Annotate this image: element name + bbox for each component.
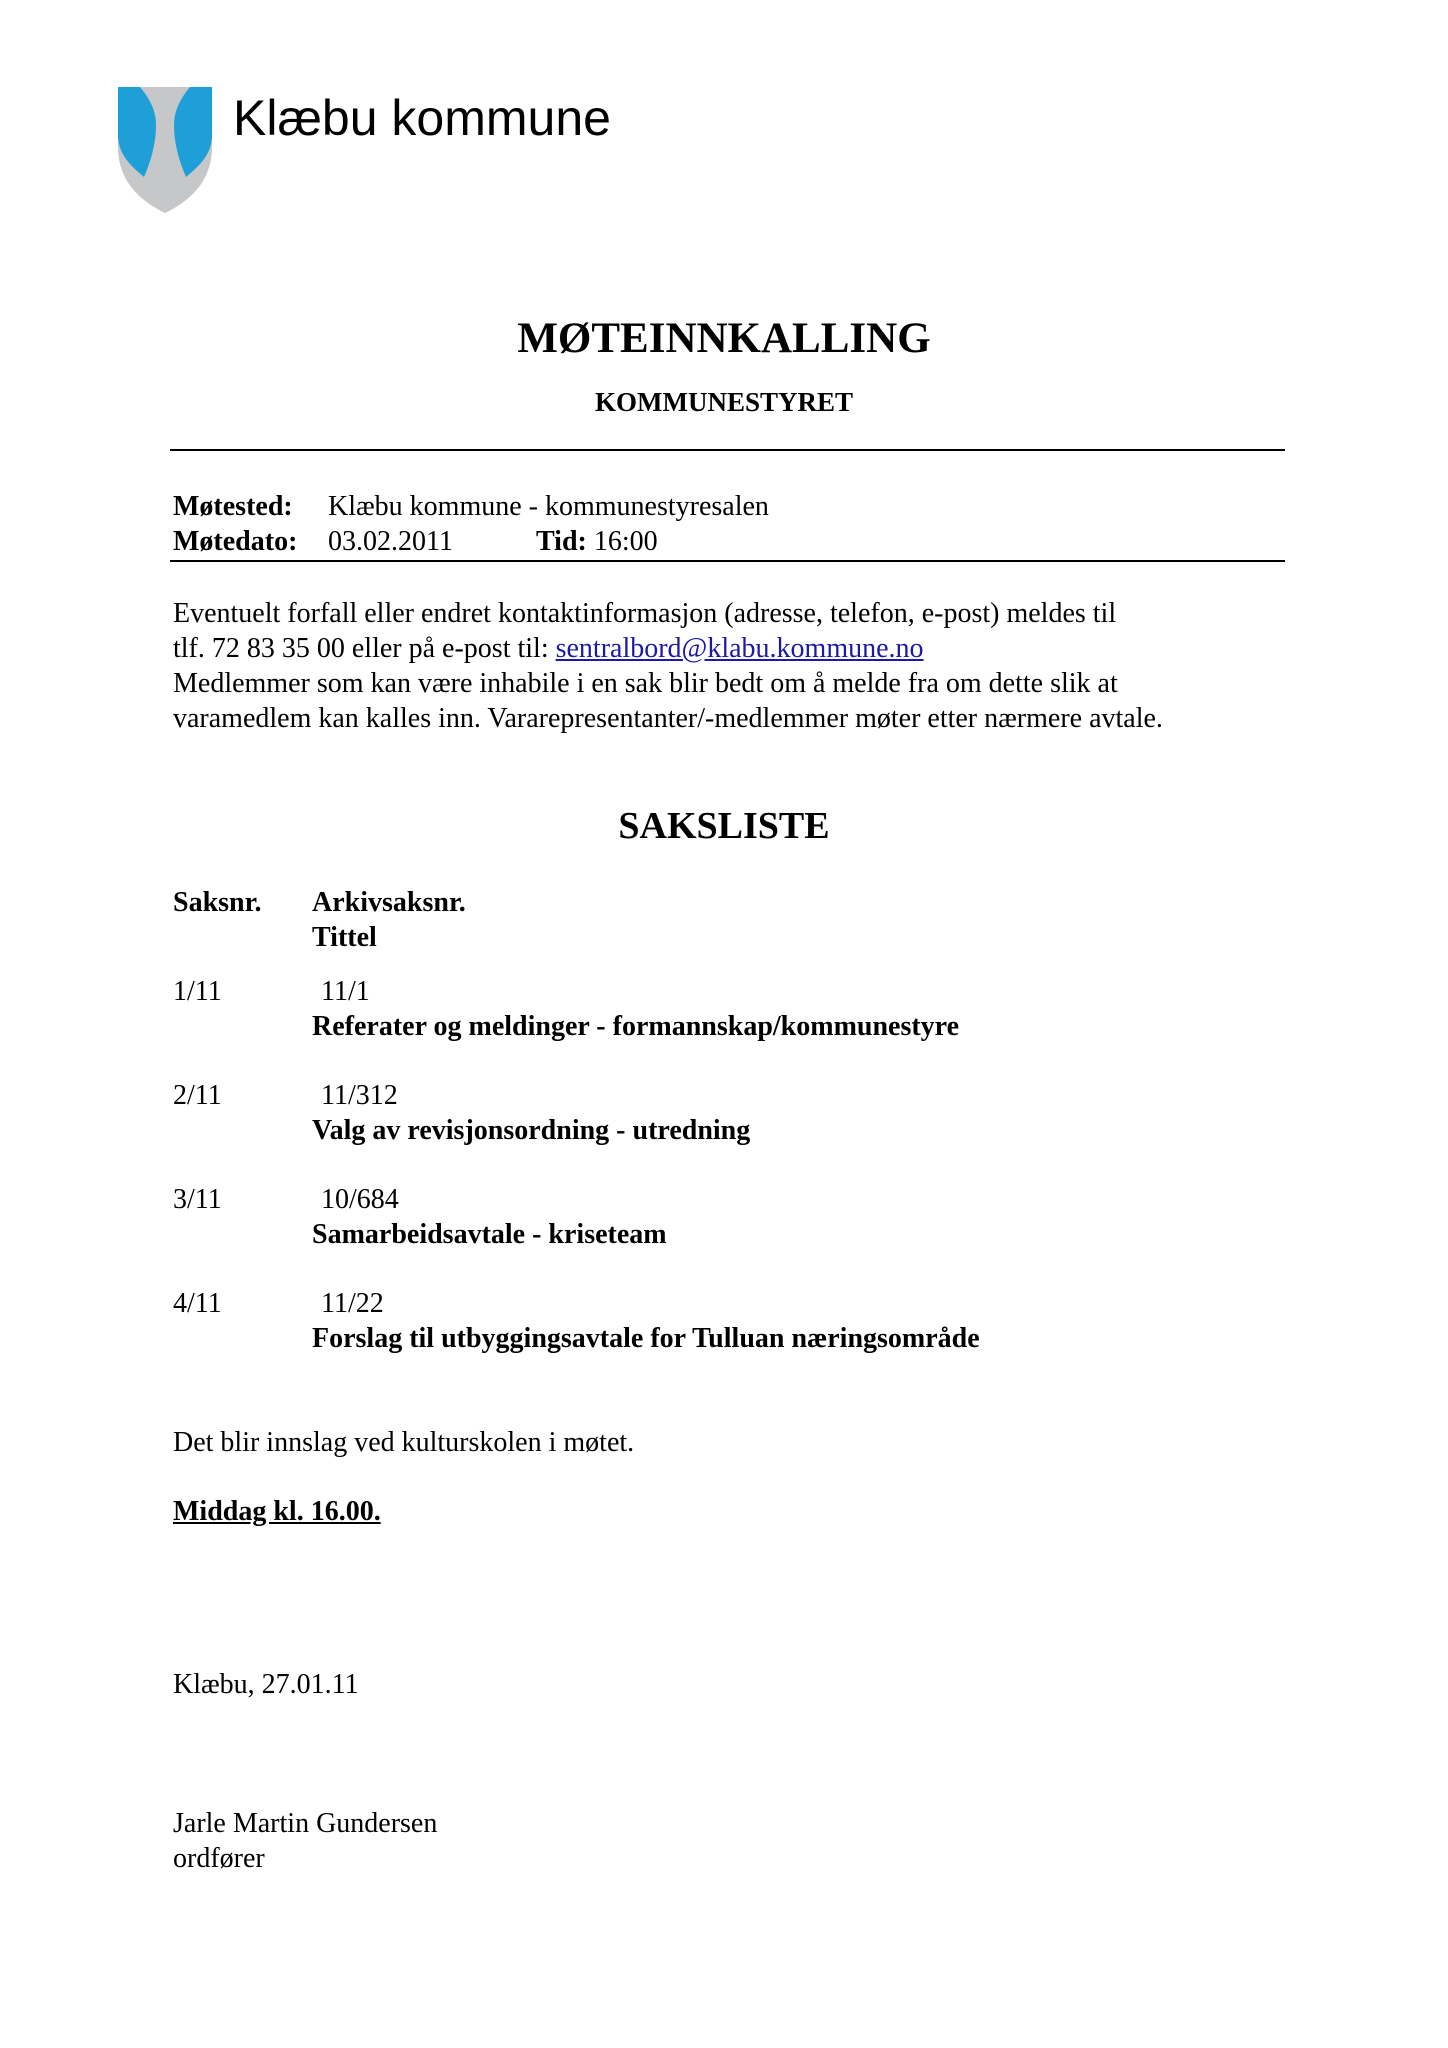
signatory-name: Jarle Martin Gundersen bbox=[173, 1808, 438, 1839]
meeting-time-row bbox=[536, 525, 658, 559]
agenda-arkivsaksnr: 10/684 bbox=[321, 1184, 399, 1215]
meeting-place-row bbox=[173, 490, 293, 524]
agenda-arkivsaksnr: 11/22 bbox=[321, 1288, 384, 1319]
agenda-title: Valg av revisjonsordning - utredning bbox=[312, 1115, 751, 1146]
place-date: Klæbu, 27.01.11 bbox=[173, 1669, 359, 1700]
notice-line-2 bbox=[173, 632, 924, 666]
org-name: Klæbu kommune bbox=[233, 90, 611, 146]
document-subtitle: KOMMUNESTYRET bbox=[594, 387, 854, 417]
coat-of-arms-icon bbox=[110, 85, 220, 215]
col-header-saksnr: Saksnr. bbox=[173, 887, 262, 918]
contact-email-link[interactable]: sentralbord@klabu.kommune.no bbox=[555, 633, 924, 664]
agenda-saksnr: 1/11 bbox=[173, 976, 222, 1007]
agenda-title: Forslag til utbyggingsavtale for Tulluan næringsområde bbox=[312, 1323, 980, 1354]
agenda-saksnr: 3/11 bbox=[173, 1184, 222, 1215]
col-header-arkivsaksnr: Arkivsaksnr. bbox=[312, 887, 466, 918]
agenda-saksnr: 4/11 bbox=[173, 1288, 222, 1319]
meeting-date-label-text: Møtedato: bbox=[173, 526, 298, 557]
meeting-date-label bbox=[173, 525, 297, 559]
document-title: MØTEINNKALLING bbox=[517, 315, 931, 362]
notice-line-1: Eventuelt forfall eller endret kontaktinformasjon (adresse, telefon, e-post) meldes til bbox=[173, 598, 1117, 629]
notice-line-3: Medlemmer som kan være inhabile i en sak blir bedt om å melde fra om dette slik at bbox=[173, 668, 1118, 699]
meeting-time-value: 16:00 bbox=[593, 526, 658, 557]
divider-bottom bbox=[170, 560, 1285, 562]
meeting-time-label: Tid: bbox=[536, 526, 587, 557]
agenda-title: Referater og meldinger - formannskap/kommunestyre bbox=[312, 1011, 960, 1042]
agenda-arkivsaksnr: 11/312 bbox=[321, 1080, 398, 1111]
dinner-note: Middag kl. 16.00. bbox=[173, 1496, 381, 1527]
agenda-title: Samarbeidsavtale - kriseteam bbox=[312, 1219, 667, 1250]
agenda-saksnr: 2/11 bbox=[173, 1080, 222, 1111]
divider-top bbox=[170, 449, 1285, 451]
notice-line-2-prefix: tlf. 72 83 35 00 eller på e-post til: bbox=[173, 633, 556, 664]
meeting-date-value: 03.02.2011 bbox=[328, 526, 453, 557]
notice-line-4: varamedlem kan kalles inn. Vararepresentanter/-medlemmer møter etter nærmere avtale. bbox=[173, 703, 1163, 734]
agenda-arkivsaksnr: 11/1 bbox=[321, 976, 370, 1007]
col-header-tittel: Tittel bbox=[312, 922, 377, 953]
meeting-place-value: Klæbu kommune - kommunestyresalen bbox=[328, 491, 769, 522]
agenda-heading: SAKSLISTE bbox=[618, 805, 830, 847]
culture-note: Det blir innslag ved kulturskolen i møtet. bbox=[173, 1427, 635, 1458]
signatory-role: ordfører bbox=[173, 1843, 265, 1874]
meeting-place-label: Møtested: bbox=[173, 491, 293, 522]
